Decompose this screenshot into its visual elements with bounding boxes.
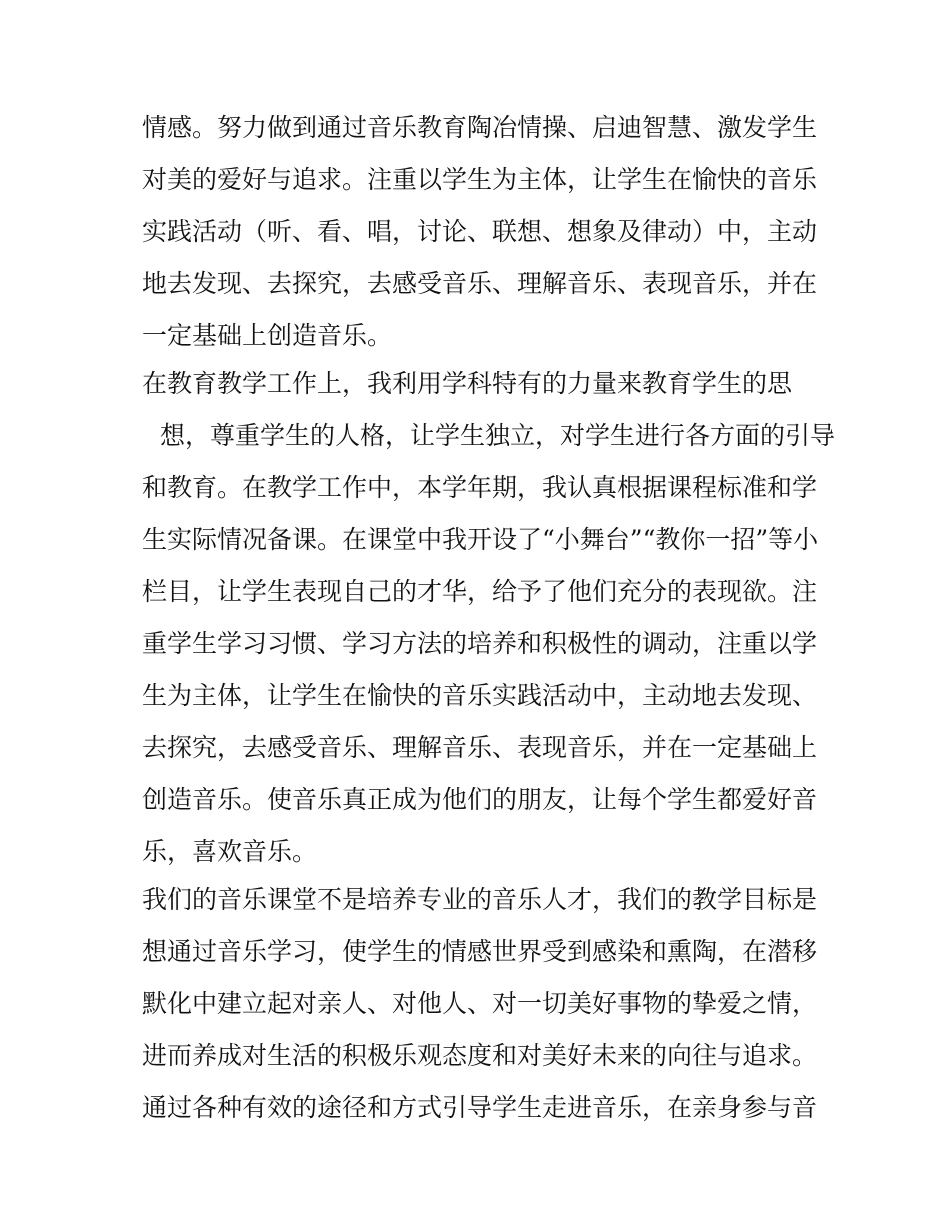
text-line: 乐，喜欢音乐。: [142, 837, 318, 866]
text-line: 栏目，让学生表现自己的才华，给予了他们充分的表现欲。注: [142, 577, 818, 606]
text-line: 对美的爱好与追求。注重以学生为主体，让学生在愉快的音乐: [142, 165, 818, 194]
paragraph-start-line: 在教育教学工作上，我利用学科特有的力量来教育学生的思: [142, 369, 793, 398]
text-line: 地去发现、去探究，去感受音乐、理解音乐、表现音乐，并在: [142, 269, 818, 298]
paragraph-start-line: 我们的音乐课堂不是培养专业的音乐人才，我们的教学目标是: [142, 885, 818, 914]
text-line: 重学生学习习惯、学习方法的培养和积极性的调动，注重以学: [142, 629, 818, 658]
text-line: 进而养成对生活的积极乐观态度和对美好未来的向往与追求。: [142, 1041, 818, 1070]
text-line: 实践活动（听、看、唱，讨论、联想、想象及律动）中，主动: [142, 217, 818, 246]
text-line: 想，尊重学生的人格，让学生独立，对学生进行各方面的引导: [160, 421, 836, 450]
text-line: 去探究，去感受音乐、理解音乐、表现音乐，并在一定基础上: [142, 733, 818, 762]
text-line: 生实际情况备课。在课堂中我开设了“小舞台”“教你一招”等小: [142, 525, 819, 554]
text-line: 创造音乐。使音乐真正成为他们的朋友，让每个学生都爱好音: [142, 785, 818, 814]
text-line: 默化中建立起对亲人、对他人、对一切美好事物的挚爱之情，: [142, 989, 818, 1018]
text-line: 想通过音乐学习，使学生的情感世界受到感染和熏陶，在潜移: [142, 937, 818, 966]
text-line: 和教育。在教学工作中，本学年期，我认真根据课程标准和学: [142, 473, 818, 502]
text-line: 通过各种有效的途径和方式引导学生走进音乐，在亲身参与音: [142, 1093, 818, 1122]
text-line: 一定基础上创造音乐。: [142, 321, 393, 350]
text-line: 情感。努力做到通过音乐教育陶冶情操、启迪智慧、激发学生: [142, 113, 818, 142]
text-line: 生为主体，让学生在愉快的音乐实践活动中，主动地去发现、: [142, 681, 818, 710]
